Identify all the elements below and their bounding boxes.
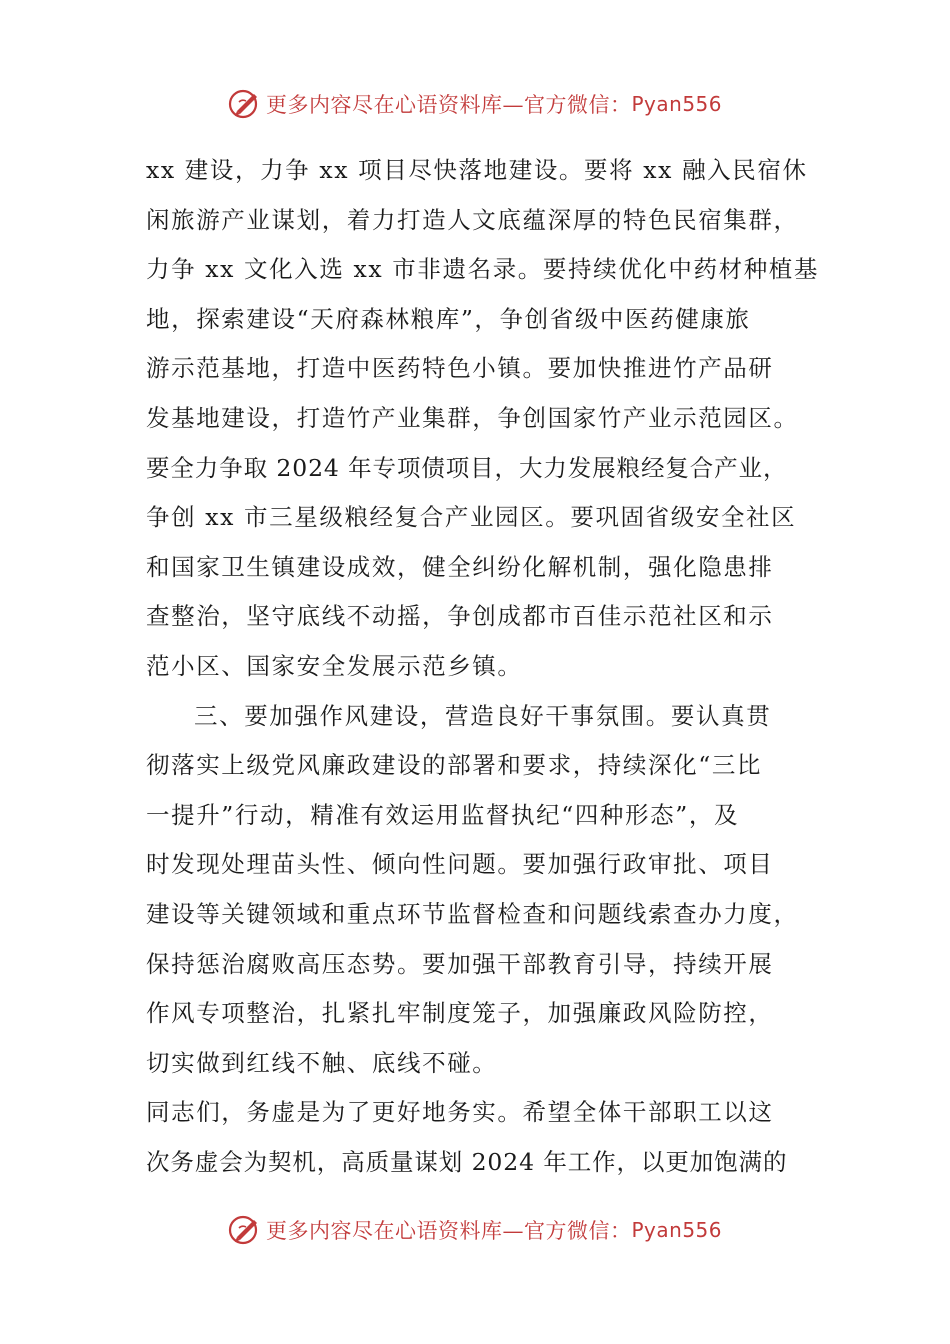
body-line: 次务虚会为契机，高质量谋划 2024 年工作，以更加饱满的 — [146, 1147, 788, 1176]
pen-logo-icon — [228, 1213, 262, 1247]
body-line: 地，探索建设“天府森林粮库”，争创省级中医药健康旅 — [146, 304, 751, 333]
body-line: 时发现处理苗头性、倾向性问题。要加强行政审批、项目 — [146, 850, 774, 879]
watermark-text: 更多内容尽在心语资料库—官方微信： — [265, 1219, 632, 1243]
body-line: 同志们，务虚是为了更好地务实。希望全体干部职工以这 — [146, 1098, 774, 1127]
body-line: 游示范基地，打造中医药特色小镇。要加快推进竹产品研 — [146, 354, 774, 383]
body-line: 和国家卫生镇建设成效，健全纠纷化解机制，强化隐患排 — [146, 552, 774, 581]
body-line: 保持惩治腐败高压态势。要加强干部教育引导，持续开展 — [146, 949, 774, 978]
body-line: xx 建设，力争 xx 项目尽快落地建设。要将 xx 融入民宿休 — [146, 156, 808, 184]
body-line: 范小区、国家安全发展示范乡镇。 — [146, 651, 523, 680]
pen-logo-icon — [228, 87, 262, 121]
body-line: 争创 xx 市三星级粮经复合产业园区。要巩固省级安全社区 — [146, 503, 797, 532]
watermark-wechat-id: Pyan556 — [631, 1218, 722, 1242]
watermark-wechat-id: Pyan556 — [631, 92, 722, 116]
watermark-header — [0, 84, 950, 124]
body-line: 要全力争取 2024 年专项债项目，大力发展粮经复合产业， — [146, 453, 788, 482]
document-body — [146, 146, 819, 1187]
body-line: 闲旅游产业谋划，着力打造人文底蕴深厚的特色民宿集群， — [146, 205, 799, 234]
watermark-footer — [0, 1210, 950, 1250]
body-line: 作风专项整治，扎紧扎牢制度笼子，加强廉政风险防控， — [146, 999, 774, 1028]
body-line: 力争 xx 文化入选 xx 市非遗名录。要持续优化中药材种植基 — [146, 255, 819, 284]
body-line: 切实做到红线不触、底线不碰。 — [146, 1048, 498, 1077]
body-line: 一提升”行动，精准有效运用监督执纪“四种形态”，及 — [146, 800, 740, 829]
body-line: 彻落实上级党风廉政建设的部署和要求，持续深化“三比 — [146, 751, 763, 780]
body-line: 查整治，坚守底线不动摇，争创成都市百佳示范社区和示 — [146, 602, 774, 631]
body-line: 建设等关键领域和重点环节监督检查和问题线索查办力度， — [146, 899, 799, 928]
body-line: 发基地建设，打造竹产业集群，争创国家竹产业示范园区。 — [146, 403, 799, 432]
watermark-text: 更多内容尽在心语资料库—官方微信： — [265, 93, 632, 117]
section-heading-line: 三、要加强作风建设，营造良好干事氛围。要认真贯 — [194, 701, 772, 730]
